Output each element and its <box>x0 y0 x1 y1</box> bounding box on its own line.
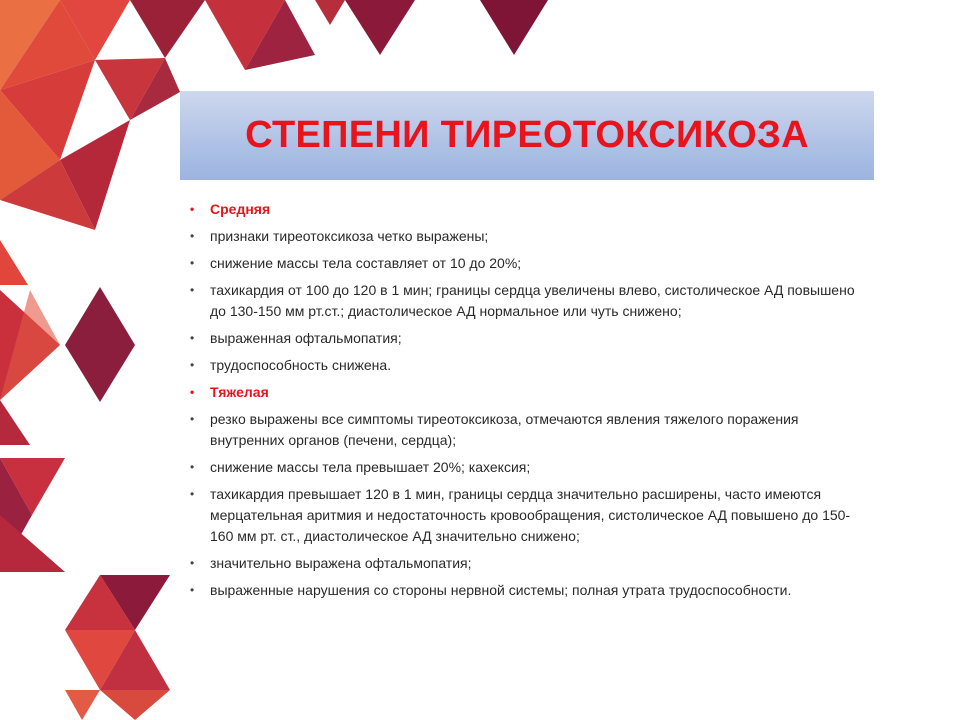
decor-triangle <box>0 400 30 445</box>
decor-triangle <box>65 690 100 720</box>
decor-triangle <box>315 0 345 25</box>
list-item-text: тахикардия превышает 120 в 1 мин, границы сердца значительно расширены, часто имеются мерцательная аритмия и недостаточность кровообращения, систолическое АД повышено до 150-160 мм рт. ст., диастолическое АД значительно снижено; <box>210 486 851 544</box>
bullet-icon: • <box>190 202 195 216</box>
bullet-icon: • <box>190 556 195 570</box>
bullet-icon: • <box>190 487 195 501</box>
decor-triangle <box>0 240 28 285</box>
list-item-text: Тяжелая <box>210 384 269 400</box>
list-item <box>188 226 868 247</box>
list-item-text: трудоспособность снижена. <box>210 357 392 373</box>
list-item <box>188 355 868 376</box>
list-item-text: снижение массы тела составляет от 10 до 20%; <box>210 255 522 271</box>
list-item-text: снижение массы тела превышает 20%; кахексия; <box>210 459 531 475</box>
list-item-text: тахикардия от 100 до 120 в 1 мин; границы сердца увеличены влево, систолическое АД повышено до 130-150 мм рт.ст.; диастолическое АД нормальное или чуть снижено; <box>210 282 855 319</box>
list-item <box>188 280 868 322</box>
bullet-icon: • <box>190 256 195 270</box>
list-item <box>188 484 868 547</box>
list-item <box>188 253 868 274</box>
decor-diamond <box>65 287 135 402</box>
title-band <box>180 91 874 180</box>
bullet-icon: • <box>190 358 195 372</box>
list-item-text: резко выражены все симптомы тиреотоксикоза, отмечаются явления тяжелого поражения внутренних органов (печени, сердца); <box>210 411 799 448</box>
decor-triangle <box>345 0 415 55</box>
list-item <box>188 553 868 574</box>
list-item-text: значительно выражена офтальмопатия; <box>210 555 472 571</box>
bullet-icon: • <box>190 412 195 426</box>
list-item <box>188 328 868 349</box>
bullet-icon: • <box>190 229 195 243</box>
list-item-text: выраженная офтальмопатия; <box>210 330 402 346</box>
bullet-icon: • <box>190 331 195 345</box>
list-item <box>188 580 868 601</box>
list-item <box>188 409 868 451</box>
bullet-list <box>188 199 868 601</box>
bullet-icon: • <box>190 460 195 474</box>
list-item-text: признаки тиреотоксикоза четко выражены; <box>210 228 489 244</box>
content-area <box>188 199 868 607</box>
decor-triangle <box>480 0 548 55</box>
list-item-heading-moderate <box>188 199 868 220</box>
bullet-icon: • <box>190 385 195 399</box>
list-item-heading-severe <box>188 382 868 403</box>
list-item-text: выраженные нарушения со стороны нервной системы; полная утрата трудоспособности. <box>210 582 792 598</box>
slide-title: СТЕПЕНИ ТИРЕОТОКСИКОЗА <box>245 114 809 156</box>
bullet-icon: • <box>190 283 195 297</box>
decor-triangle <box>130 0 205 58</box>
list-item-text: Средняя <box>210 201 271 217</box>
bullet-icon: • <box>190 583 195 597</box>
decor-triangle <box>100 690 170 720</box>
list-item <box>188 457 868 478</box>
